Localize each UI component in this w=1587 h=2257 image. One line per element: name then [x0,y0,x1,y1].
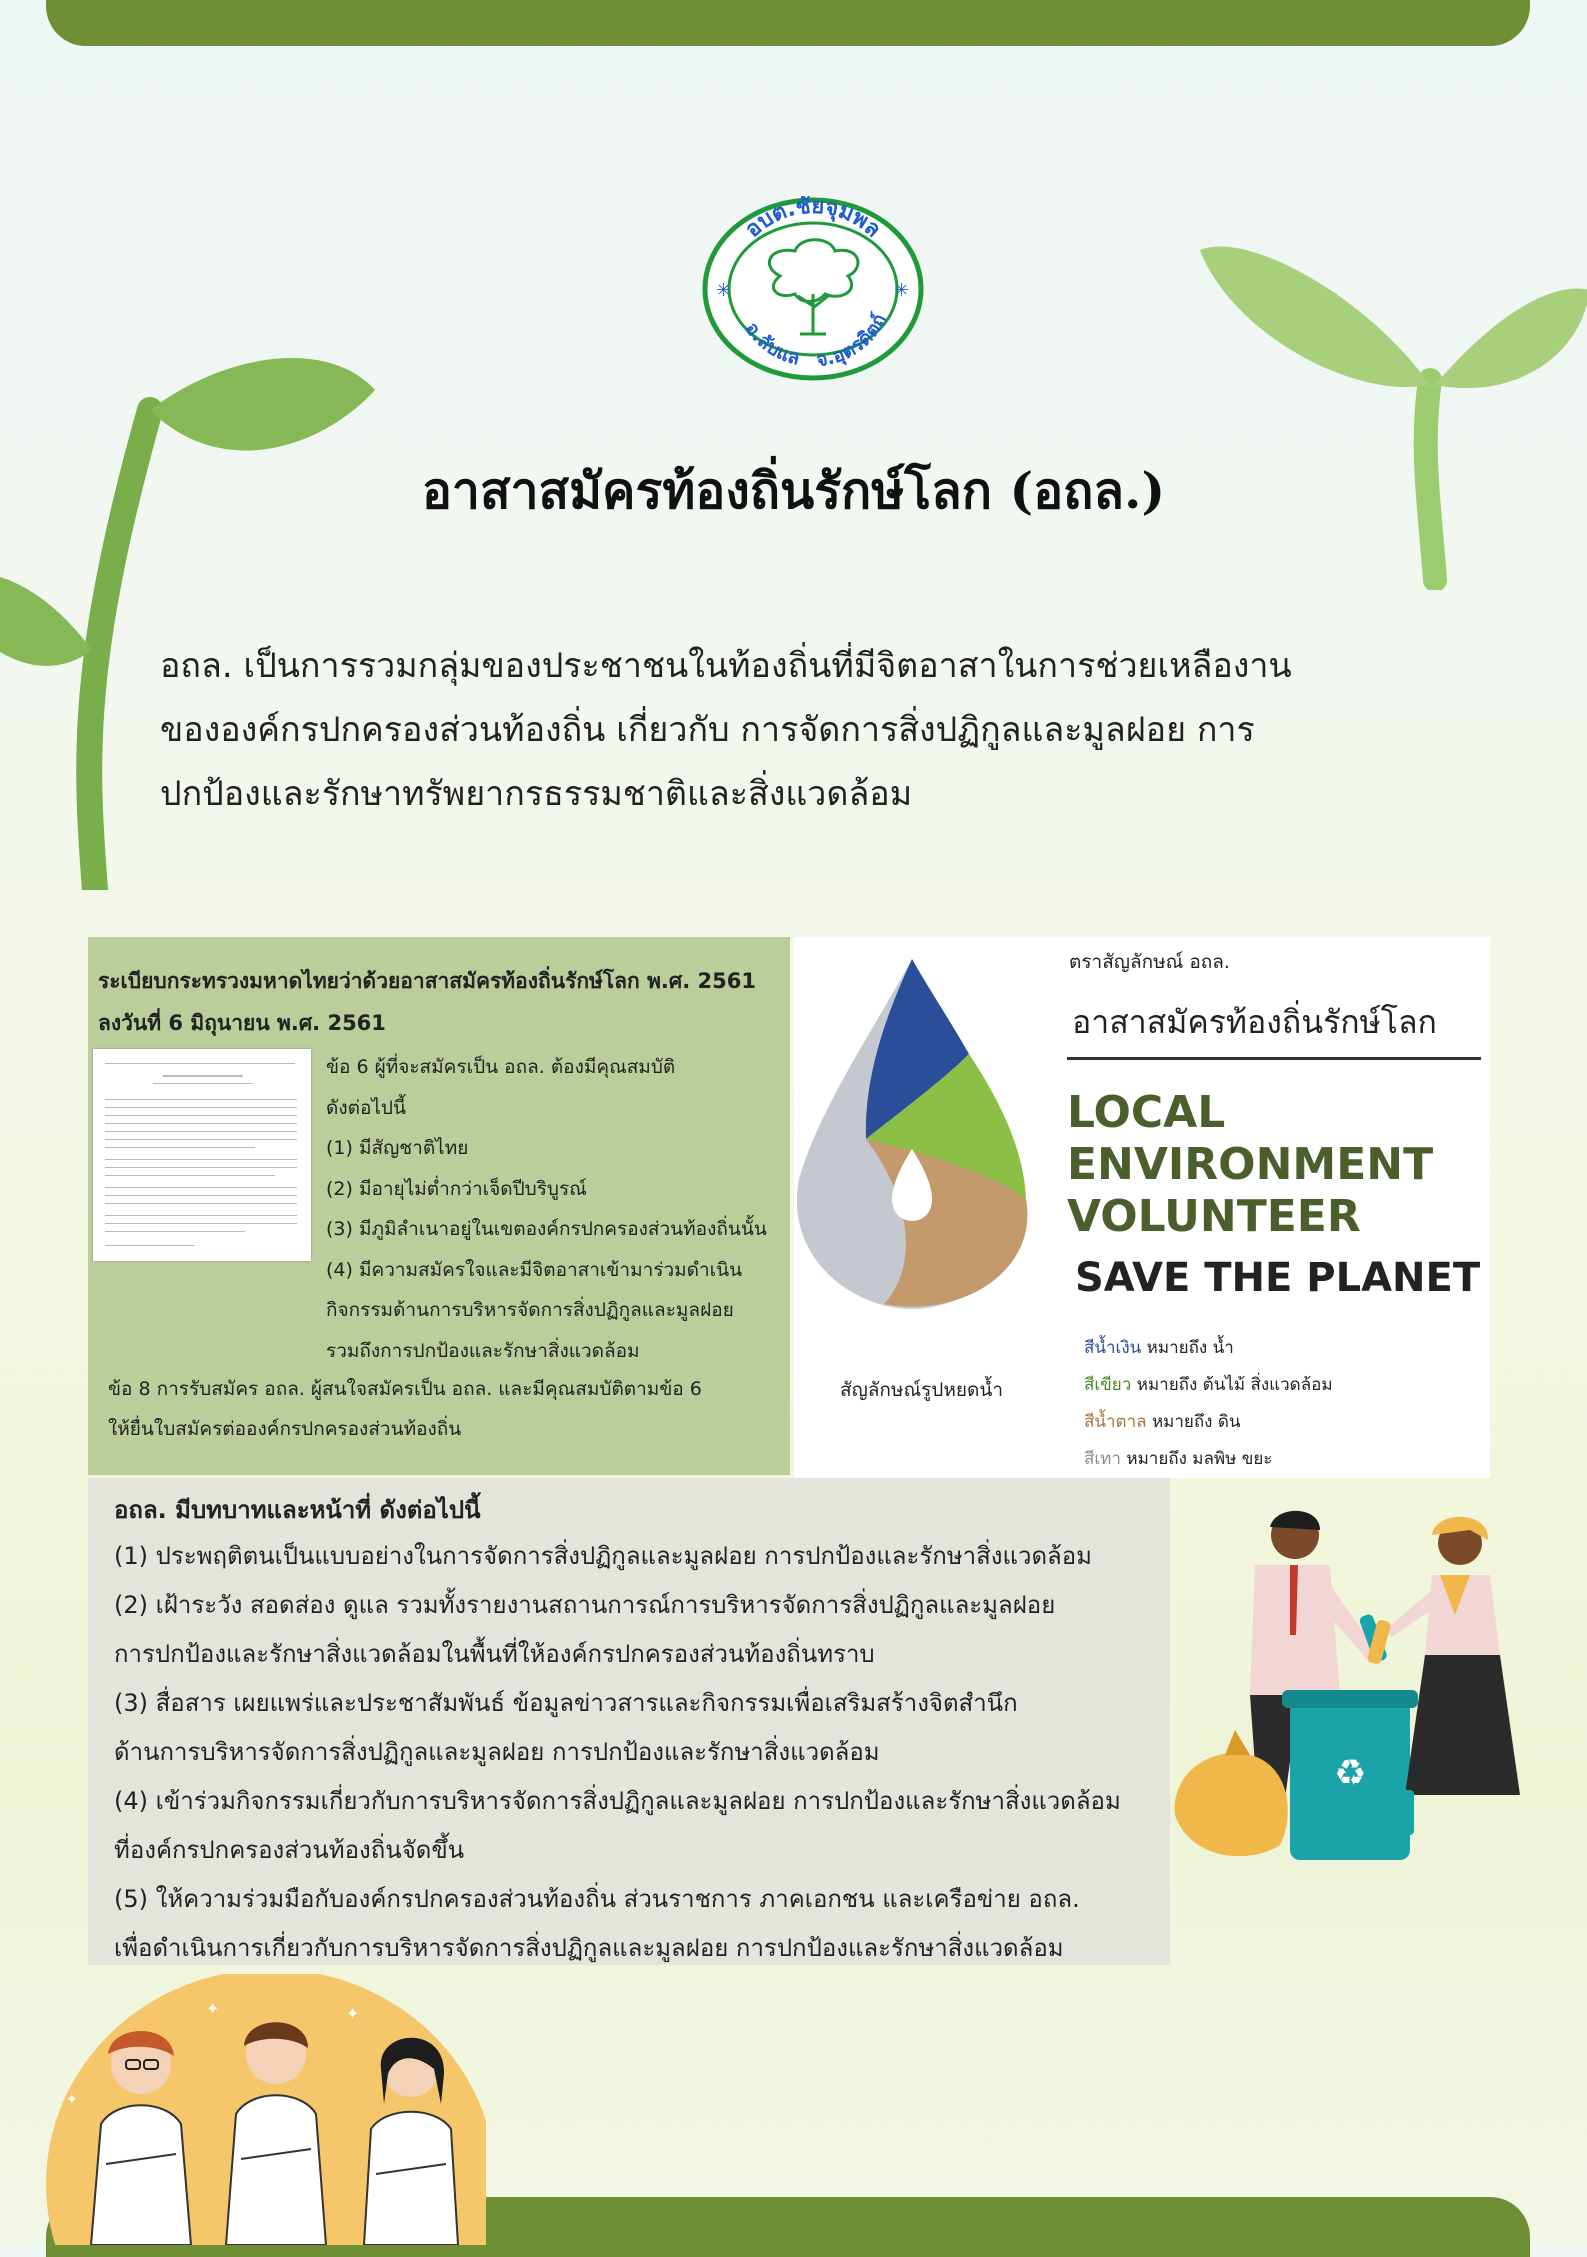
regulation-title: ระเบียบกระทรวงมหาดไทยว่าด้วยอาสาสมัครท้องถิ่นรักษ์โลก พ.ศ. 2561 [98,969,756,993]
svg-text:✦: ✦ [346,2004,360,2023]
regulation-panel [88,937,790,1475]
color-meaning: หมายถึง มลพิษ ขยะ [1120,1449,1273,1469]
duty-line: ที่องค์กรปกครองส่วนท้องถิ่นจัดขึ้น [114,1836,465,1864]
duty-line: (4) เข้าร่วมกิจกรรมเกี่ยวกับการบริหารจัดการสิ่งปฏิกูลและมูลฝอย การปกป้องและรักษาสิ่งแวดล้อม [114,1787,1121,1815]
svg-text:✦: ✦ [206,1999,220,2018]
duty-line: (1) ประพฤติตนเป็นแบบอย่างในการจัดการสิ่งปฏิกูลและมูลฝอย การปกป้องและรักษาสิ่งแวดล้อม [114,1542,1092,1570]
color-word: สีน้ำตาล [1084,1412,1147,1432]
sprout-right-icon [1190,210,1587,590]
duties-title: อถล. มีบทบาทและหน้าที่ ดังต่อไปนี้ [114,1496,481,1524]
slogan: SAVE THE PLANET [1075,1255,1481,1301]
clause-6-line: (2) มีอายุไม่ต่ำกว่าเจ็ดปีบริบูรณ์ [326,1177,587,1200]
english-line: ENVIRONMENT [1067,1139,1434,1190]
drop-caption: สัญลักษณ์รูปหยดน้ำ [840,1379,1004,1401]
color-meaning-grey [1084,1445,1272,1472]
intro-line: อถล. เป็นการรวมกลุ่มของประชาชนในท้องถิ่นที่มีจิตอาสาในการช่วยเหลืองาน [160,646,1292,686]
english-line: VOLUNTEER [1067,1191,1361,1242]
logo-bottom-left-text: อ.ลับแล [740,318,803,370]
duty-line: ด้านการบริหารจัดการสิ่งปฏิกูลและมูลฝอย การปกป้องและรักษาสิ่งแวดล้อม [114,1738,880,1766]
duty-line: (2) เฝ้าระวัง สอดส่อง ดูแล รวมทั้งรายงานสถานการณ์การบริหารจัดการสิ่งปฏิกูลและมูลฝอย [114,1591,1056,1619]
clause-6-line: รวมถึงการปกป้องและรักษาสิ่งแวดล้อม [326,1339,640,1362]
logo-top-text: อบต.ชัยจุมพล [740,196,886,243]
water-drop-logo-icon [794,959,1030,1309]
color-word: สีเทา [1084,1449,1121,1469]
color-word: สีเขียว [1084,1375,1132,1395]
org-logo [700,196,926,382]
intro-line: ขององค์กรปกครองส่วนท้องถิ่น เกี่ยวกับ การจัดการสิ่งปฏิกูลและมูลฝอย การ [160,710,1255,750]
clause-6-line: ข้อ 6 ผู้ที่จะสมัครเป็น อถล. ต้องมีคุณสมบัติ [326,1056,676,1078]
clause-8 [108,1369,702,1449]
duty-line: การปกป้องและรักษาสิ่งแวดล้อมในพื้นที่ให้องค์กรปกครองส่วนท้องถิ่นทราบ [114,1640,875,1668]
duty-line: เพื่อดำเนินการเกี่ยวกับการบริหารจัดการสิ่งปฏิกูลและมูลฝอย การปกป้องและรักษาสิ่งแวดล้อม [114,1934,1064,1962]
intro-paragraph [160,634,1450,826]
svg-text:✳: ✳ [894,280,910,301]
color-word: สีน้ำเงิน [1084,1338,1142,1358]
duty-line: (5) ให้ความร่วมมือกับองค์กรปกครองส่วนท้องถิ่น ส่วนราชการ ภาคเอกชน และเครือข่าย อถล. [114,1885,1080,1913]
clause-6-line: ดังต่อไปนี้ [326,1096,406,1119]
svg-text:✦: ✦ [66,2092,78,2108]
volunteers-illustration-icon [46,1974,486,2245]
duties-panel [88,1478,1170,1965]
clause-8-line: ให้ยื่นใบสมัครต่อองค์กรปกครองส่วนท้องถิ่น [108,1418,462,1440]
intro-line: ปกป้องและรักษาทรัพยากรธรรมชาติและสิ่งแวดล้อม [160,774,913,814]
clause-6-line: (3) มีภูมิลำเนาอยู่ในเขตองค์กรปกครองส่วนท้องถิ่นนั้น [326,1218,767,1240]
top-band [46,0,1530,46]
regulation-document-thumbnail [93,1049,311,1261]
clause-6 [326,1047,767,1371]
clause-6-line: กิจกรรมด้านการบริหารจัดการสิ่งปฏิกูลและมูลฝอย [326,1299,734,1321]
clause-8-line: ข้อ 8 การรับสมัคร อถล. ผู้สนใจสมัครเป็น อถล. และมีคุณสมบัติตามข้อ 6 [108,1378,702,1400]
emblem-label: ตราสัญลักษณ์ อถล. [1069,951,1230,973]
svg-text:♻: ♻ [1334,1753,1367,1794]
emblem-thai-name: อาสาสมัครท้องถิ่นรักษ์โลก [1072,1003,1437,1041]
svg-text:✳: ✳ [716,280,732,301]
color-meaning: หมายถึง ต้นไม้ สิ่งแวดล้อม [1131,1375,1333,1395]
emblem-panel [794,937,1490,1478]
color-meaning: หมายถึง ดิน [1146,1412,1241,1432]
color-meaning-green [1084,1371,1333,1398]
color-meaning-brown [1084,1408,1241,1435]
english-line: LOCAL [1067,1087,1226,1138]
clause-6-line: (4) มีความสมัครใจและมีจิตอาสาเข้ามาร่วมดำเนิน [326,1258,743,1281]
clause-6-line: (1) มีสัญชาติไทย [326,1137,469,1159]
duty-line: (3) สื่อสาร เผยแพร่และประชาสัมพันธ์ ข้อมูลข่าวสารและกิจกรรมเพื่อเสริมสร้างจิตสำนึก [114,1689,1018,1717]
logo-bottom-right-text: จ.อุตรดิตถ์ [815,310,892,372]
divider [1067,1057,1481,1060]
color-meaning-blue [1084,1334,1234,1361]
color-meaning: หมายถึง น้ำ [1141,1338,1234,1358]
duties-list [114,1532,1121,1973]
regulation-date: ลงวันที่ 6 มิถุนายน พ.ศ. 2561 [98,1011,386,1035]
recycling-people-illustration-icon [1170,1505,1550,1875]
page-title: อาสาสมัครท้องถิ่นรักษ์โลก (อถล.) [421,461,1166,520]
